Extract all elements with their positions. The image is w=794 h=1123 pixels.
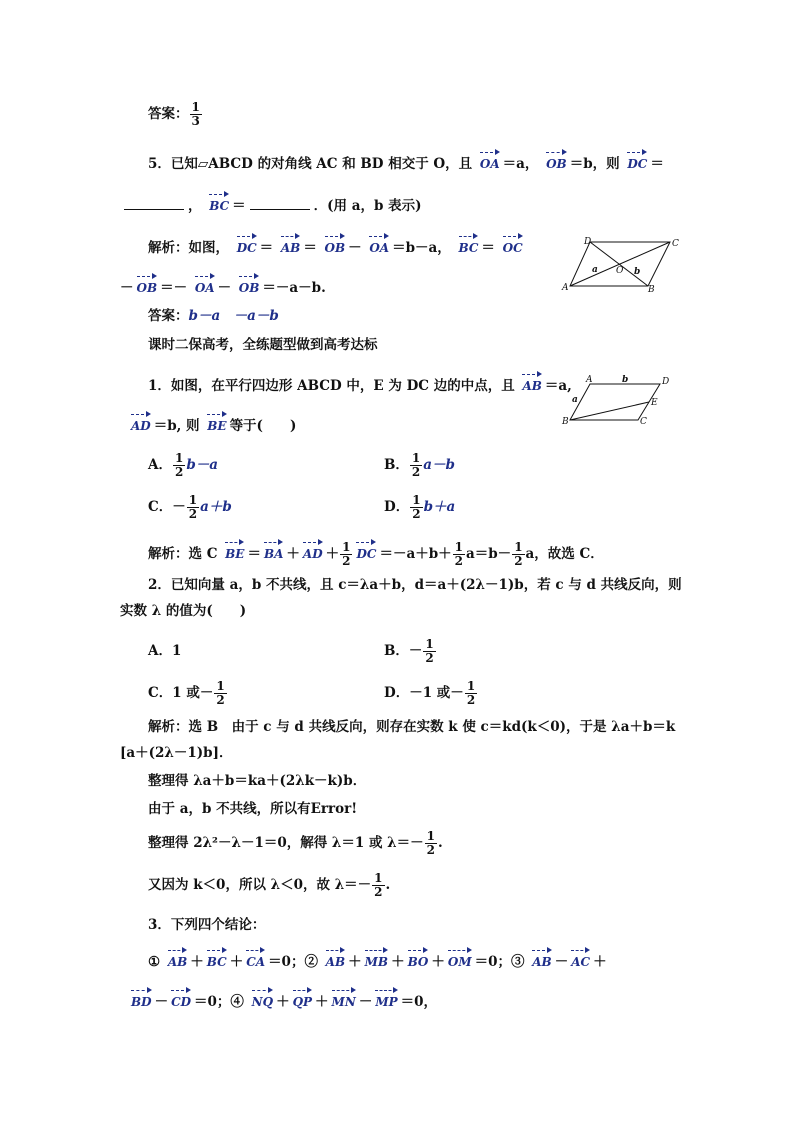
q1-option-c: C．－ $\frac{1}{2}$ a＋b xyxy=(148,493,232,521)
q2-solution-line4: 由于 a，b 不共线，所以有Error! xyxy=(148,801,358,817)
prev-answer xyxy=(148,101,203,128)
q5-answer: 答案：b－a －a－b xyxy=(148,308,279,324)
svg-text:D: D xyxy=(584,237,592,247)
q2-solution-line1: 解析：选 B 由于 c 与 d 共线反向，则存在实数 k 使 c＝kd(k＜0)，于是 λa＋b＝k xyxy=(148,719,676,735)
svg-text:D: D xyxy=(662,377,670,387)
svg-text:A: A xyxy=(562,283,569,293)
vector-oa: OA xyxy=(480,148,500,173)
q2-option-d: D．－1 或－ $\frac{1}{2}$ xyxy=(384,679,476,707)
section-title: 课时二保高考，全练题型做到高考达标 xyxy=(148,337,378,353)
svg-text:C: C xyxy=(672,239,679,249)
svg-text:O: O xyxy=(616,266,624,276)
vector-ob: OB xyxy=(546,148,567,173)
vector-ab: AB xyxy=(522,370,541,395)
vector-bc: BC xyxy=(209,190,229,215)
parallelogram-abcd-figure xyxy=(560,372,680,428)
vector-ad: AD xyxy=(131,410,151,435)
answer-blank xyxy=(250,197,310,210)
q1-line2: AD ＝b, 则 BE 等于( ) xyxy=(128,410,296,435)
svg-text:a: a xyxy=(572,395,578,405)
q1-line1: 1．如图，在平行四边形 ABCD 中，E 为 DC 边的中点，且 AB ＝a, xyxy=(148,370,572,395)
q5-line1: 5．已知▱ABCD 的对角线 AC 和 BD 相交于 O，且 OA ＝a， OB ＝b，则 DC ＝ xyxy=(148,148,664,173)
svg-text:b: b xyxy=(622,375,629,385)
parallelogram-diagonals-figure xyxy=(560,234,680,294)
svg-text:C: C xyxy=(640,417,647,427)
q2-line2: 实数 λ 的值为( ) xyxy=(120,603,247,619)
q2-option-c: C．1 或－ $\frac{1}{2}$ xyxy=(148,679,225,707)
answer-blank xyxy=(124,197,184,210)
vector-dc: DC xyxy=(627,148,647,173)
svg-text:a: a xyxy=(592,265,598,275)
q3-line2: ① AB ＋ BC ＋ CA ＝0；② AB ＋ MB ＋ BO ＋ OM ＝0；③ AB － AC ＋ xyxy=(148,946,607,971)
svg-text:b: b xyxy=(634,267,641,277)
q2-option-b: B．－ $\frac{1}{2}$ xyxy=(384,637,434,665)
q2-solution-line2: [a＋(2λ－1)b]． xyxy=(120,745,233,761)
svg-text:B: B xyxy=(562,417,569,427)
svg-text:B: B xyxy=(648,285,655,294)
q1-solution: 解析：选 C BE ＝ BA ＋ AD ＋ $\frac{1}{2}$ DC ＝－a＋b＋ $\frac{1}{2}$ a＝b－ $\frac{1}{2}$ a，故选 C． xyxy=(148,540,604,568)
q1-option-d: D． $\frac{1}{2}$ b＋a xyxy=(384,493,456,521)
q2-line1: 2．已知向量 a，b 不共线，且 c＝λa＋b，d＝a＋(2λ－1)b，若 c 与 d 共线反向，则 xyxy=(148,577,682,593)
answer-label: 答案： xyxy=(148,106,189,122)
q5-solution-line1: 解析：如图， DC ＝ AB ＝ OB － OA ＝b－a， BC ＝ OC xyxy=(148,232,526,257)
q2-solution-line5: 整理得 2λ²－λ－1＝0，解得 λ＝1 或 λ＝－ $\frac{1}{2}$ . xyxy=(148,829,443,857)
q5-line2: ， BC ＝ ．(用 a，b 表示) xyxy=(120,190,422,215)
q1-option-b: B． $\frac{1}{2}$ a－b xyxy=(384,451,455,479)
q2-solution-line6: 又因为 k＜0，所以 λ＜0，故 λ＝－ $\frac{1}{2}$ . xyxy=(148,871,391,899)
svg-text:A: A xyxy=(586,375,593,385)
q3-line3: BD － CD ＝0；④ NQ ＋ QP ＋ MN － MP ＝0， xyxy=(128,986,437,1011)
svg-text:E: E xyxy=(651,398,658,408)
q2-option-a: A．1 xyxy=(148,643,182,659)
q3-line1: 3．下列四个结论： xyxy=(148,917,266,933)
q2-solution-line3: 整理得 λa＋b＝ka＋(2λk－k)b． xyxy=(148,773,367,789)
q1-option-a: A． $\frac{1}{2}$ b－a xyxy=(148,451,219,479)
vector-be: BE xyxy=(207,410,226,435)
q5-solution-line2: － OB ＝－ OA － OB ＝－a－b. xyxy=(120,272,326,297)
fraction: $\frac{1}{3}$ xyxy=(191,100,200,128)
